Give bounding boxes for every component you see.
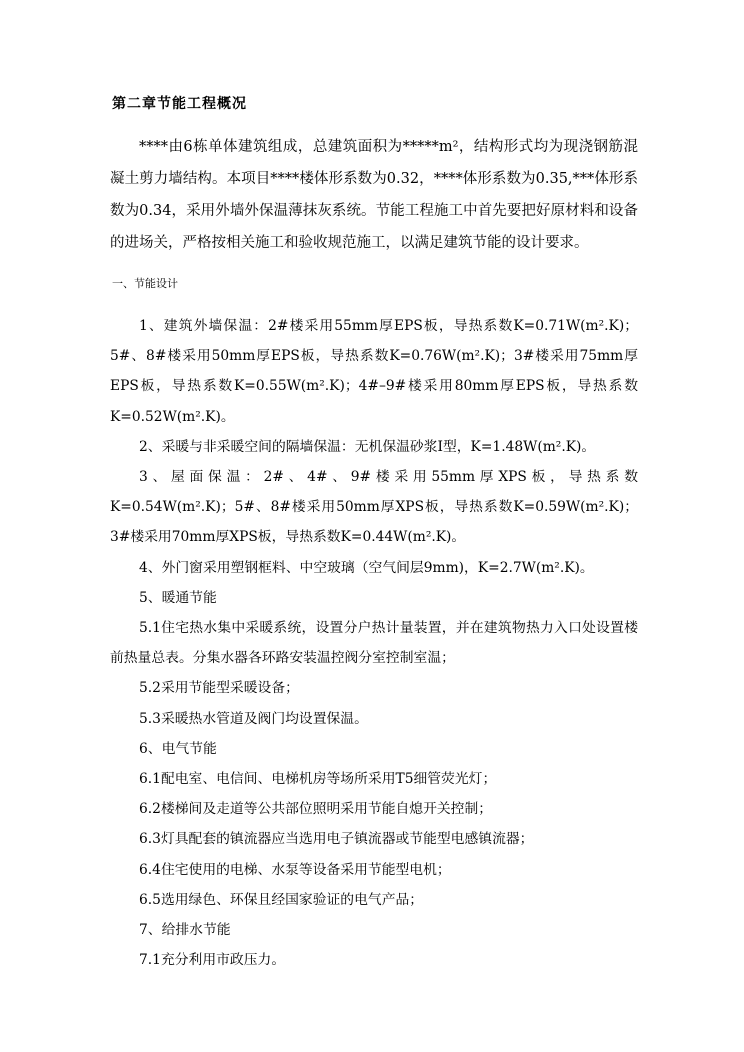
paragraph-item: 6、电气节能	[139, 740, 217, 757]
paragraph-item: 7.1充分利用市政压力。	[139, 952, 286, 969]
paragraph-item: 1、建筑外墙保温：2#楼采用55mm厚EPS板，导热系数K=0.71W(m².K)；5#、8#楼采用50mm厚EPS板，导热系数K=0.76W(m².K)；3#楼采用75mm厚EPS板，导热系数K=0.55W(m².K)；4#–9#楼采用80mm厚EPS板，导热系数K=0.52W(m².K)。	[110, 318, 638, 425]
paragraph-item: 7、给排水节能	[139, 922, 231, 939]
paragraph-item: 5.2采用节能型采暖设备；	[139, 680, 299, 697]
chapter-heading: 第二章节能工程概况	[112, 96, 247, 112]
paragraph-item: 4、外门窗采用塑钢框料、中空玻璃（空气间层9mm)，K=2.7W(m².K)。	[139, 559, 594, 576]
paragraph-item: 5、暖通节能	[139, 589, 217, 606]
paragraph-item: 3、屋面保温：2#、4#、9#楼采用55mm厚XPS板，导热系数K=0.54W(m².K)；5#、8#楼采用50mm厚XPS板，导热系数K=0.59W(m².K)；3#楼采用70mm厚XPS板，导热系数K=0.44W(m².K)。	[110, 469, 638, 546]
paragraph-item: 6.5选用绿色、环保且经国家验证的电气产品；	[139, 891, 424, 908]
paragraph-item: 6.4住宅使用的电梯、水泵等设备采用节能型电机；	[139, 861, 451, 878]
paragraph-item: 5.3采暖热水管道及阀门均设置保温。	[139, 710, 368, 727]
paragraph-item: 5.1住宅热水集中采暖系统，设置分户热计量装置，并在建筑物热力入口处设置楼前热量总表。分集水器各环路安装温控阀分室控制室温；	[110, 620, 638, 667]
section-body	[110, 311, 638, 975]
paragraph-item: 6.3灯具配套的镇流器应当选用电子镇流器或节能型电感镇流器；	[139, 831, 534, 848]
intro-paragraph: ****由6栋单体建筑组成，总建筑面积为*****m²，结构形式均为现浇钢筋混凝土剪力墙结构。本项目****楼体形系数为0.32，****体形系数为0.35,***体形系数为0.34，采用外墙外保温薄抹灰系统。节能工程施工中首先要把好原材料和设备的进场关，严格按相关施工和验收规范施工，以满足建筑节能的设计要求。	[110, 139, 638, 251]
paragraph-item: 6.2楼梯间及走道等公共部位照明采用节能自熄开关控制；	[139, 801, 493, 818]
section-heading-energy-design: 一、节能设计	[112, 277, 178, 290]
paragraph-item: 6.1配电室、电信间、电梯机房等场所采用T5细管荧光灯；	[139, 771, 497, 788]
paragraph-item: 2、采暖与非采暖空间的隔墙保温：无机保温砂浆I型，K=1.48W(m².K)。	[139, 438, 596, 455]
